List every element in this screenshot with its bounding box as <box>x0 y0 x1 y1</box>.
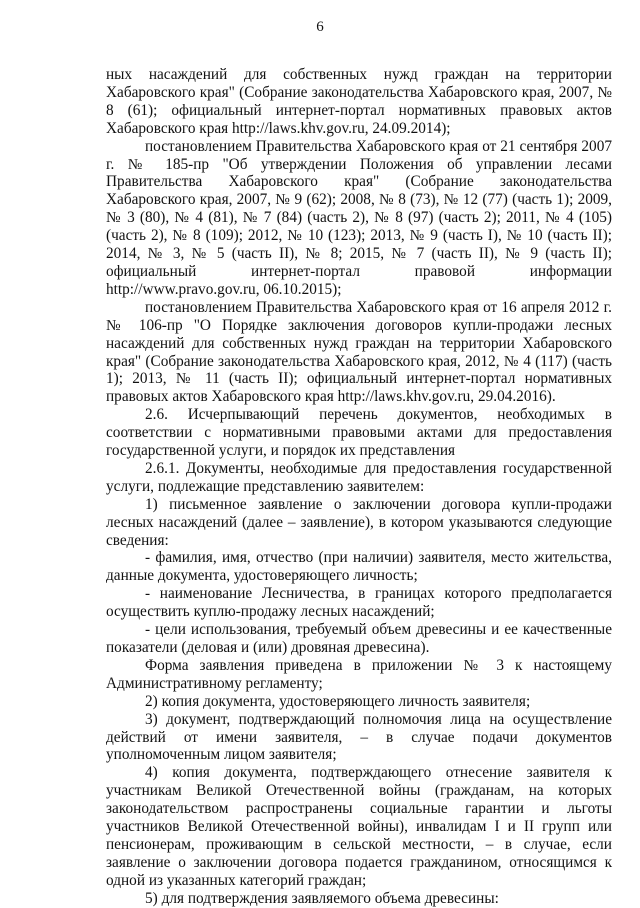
section-heading-2-6: 2.6. Исчерпывающий перечень документов, необходимых в соответствии с нормативными правовыми актами для предоставления государственной услуги, и порядок их представления <box>106 406 612 460</box>
page-number: 6 <box>316 19 324 35</box>
paragraph-resolution-106-pr: постановлением Правительства Хабаровского края от 16 апреля 2012 г. № 106-пр "О Порядке заключения договоров купли-продажи лесных насаждений для собственных нужд граждан на территории Хабаровского края" (Собрание законодательства Хабаровского края, 2012, № 4 (117) (часть 1); 2013, № 11 (часть II); официальный интернет-портал нормативных правовых актов Хабаровского края http://laws.khv.gov.ru, 29.04.2016). <box>106 298 612 406</box>
document-body <box>106 66 612 908</box>
paragraph-resolution-185-pr: постановлением Правительства Хабаровского края от 21 сентября 2007 г. № 185-пр "Об утверждении Положения об управлении лесами Правительства Хабаровского края" (Собрание законодательства Хабаровского края, 2007, № 9 (62); 2008, № 8 (73), № 12 (77) (часть 1); 2009, № 3 (80), № 4 (81), № 7 (84) (часть 2), № 8 (97) (часть 2); 2011, № 4 (105) (часть 2), № 8 (109); 2012, № 10 (123); 2013, № 9 (часть I), № 10 (часть II); 2014, № 3, № 5 (часть II), № 8; 2015, № 7 (часть II), № 9 (часть II); официальный интернет-портал правовой информации http://www.pravo.gov.ru, 06.10.2015); <box>106 137 612 298</box>
list-item-2: 2) копия документа, удостоверяющего личность заявителя; <box>145 692 531 710</box>
bullet-item-name: - фамилия, имя, отчество (при наличии) заявителя, место жительства, данные документа, удостоверяющего личность; <box>106 549 612 585</box>
list-item-5: 5) для подтверждения заявляемого объема древесины: <box>145 889 499 907</box>
list-item-1: 1) письменное заявление о заключении договора купли-продажи лесных насаждений (далее – заявление), в котором указываются следующие сведения: <box>106 495 612 549</box>
list-item-4: 4) копия документа, подтверждающего отнесение заявителя к участникам Великой Отечественной войны (гражданам, на которых законодательством распространены социальные гарантии и льготы участников Великой Отечественной войны), инвалидам I и II групп или пенсионерам, проживающим в сельской местности, – в случае, если заявление о заключении договора подается гражданином, относящимся к одной из указанных категорий граждан; <box>106 764 612 889</box>
paragraph-2-6-1: 2.6.1. Документы, необходимые для предоставления государственной услуги, подлежащие представлению заявителем: <box>106 459 612 495</box>
list-item-3: 3) документ, подтверждающий полномочия лица на осуществление действий от имени заявителя, – в случае подачи документов уполномоченным лицом заявителя; <box>106 710 612 764</box>
paragraph-continuation: ных насаждений для собственных нужд граждан на территории Хабаровского края" (Собрание законодательства Хабаровского края, 2007, № 8 (61); официальный интернет-портал нормативных правовых актов Хабаровского края http://laws.khv.gov.ru, 24.09.2014); <box>106 66 612 137</box>
bullet-item-forestry: - наименование Лесничества, в границах которого предполагается осуществить куплю-продажу лесных насаждений; <box>106 585 612 621</box>
bullet-item-purpose: - цели использования, требуемый объем древесины и ее качественные показатели (деловая и (или) дровяная древесина). <box>106 621 612 656</box>
paragraph-form-note: Форма заявления приведена в приложении № 3 к настоящему Административному регламенту; <box>106 656 612 692</box>
